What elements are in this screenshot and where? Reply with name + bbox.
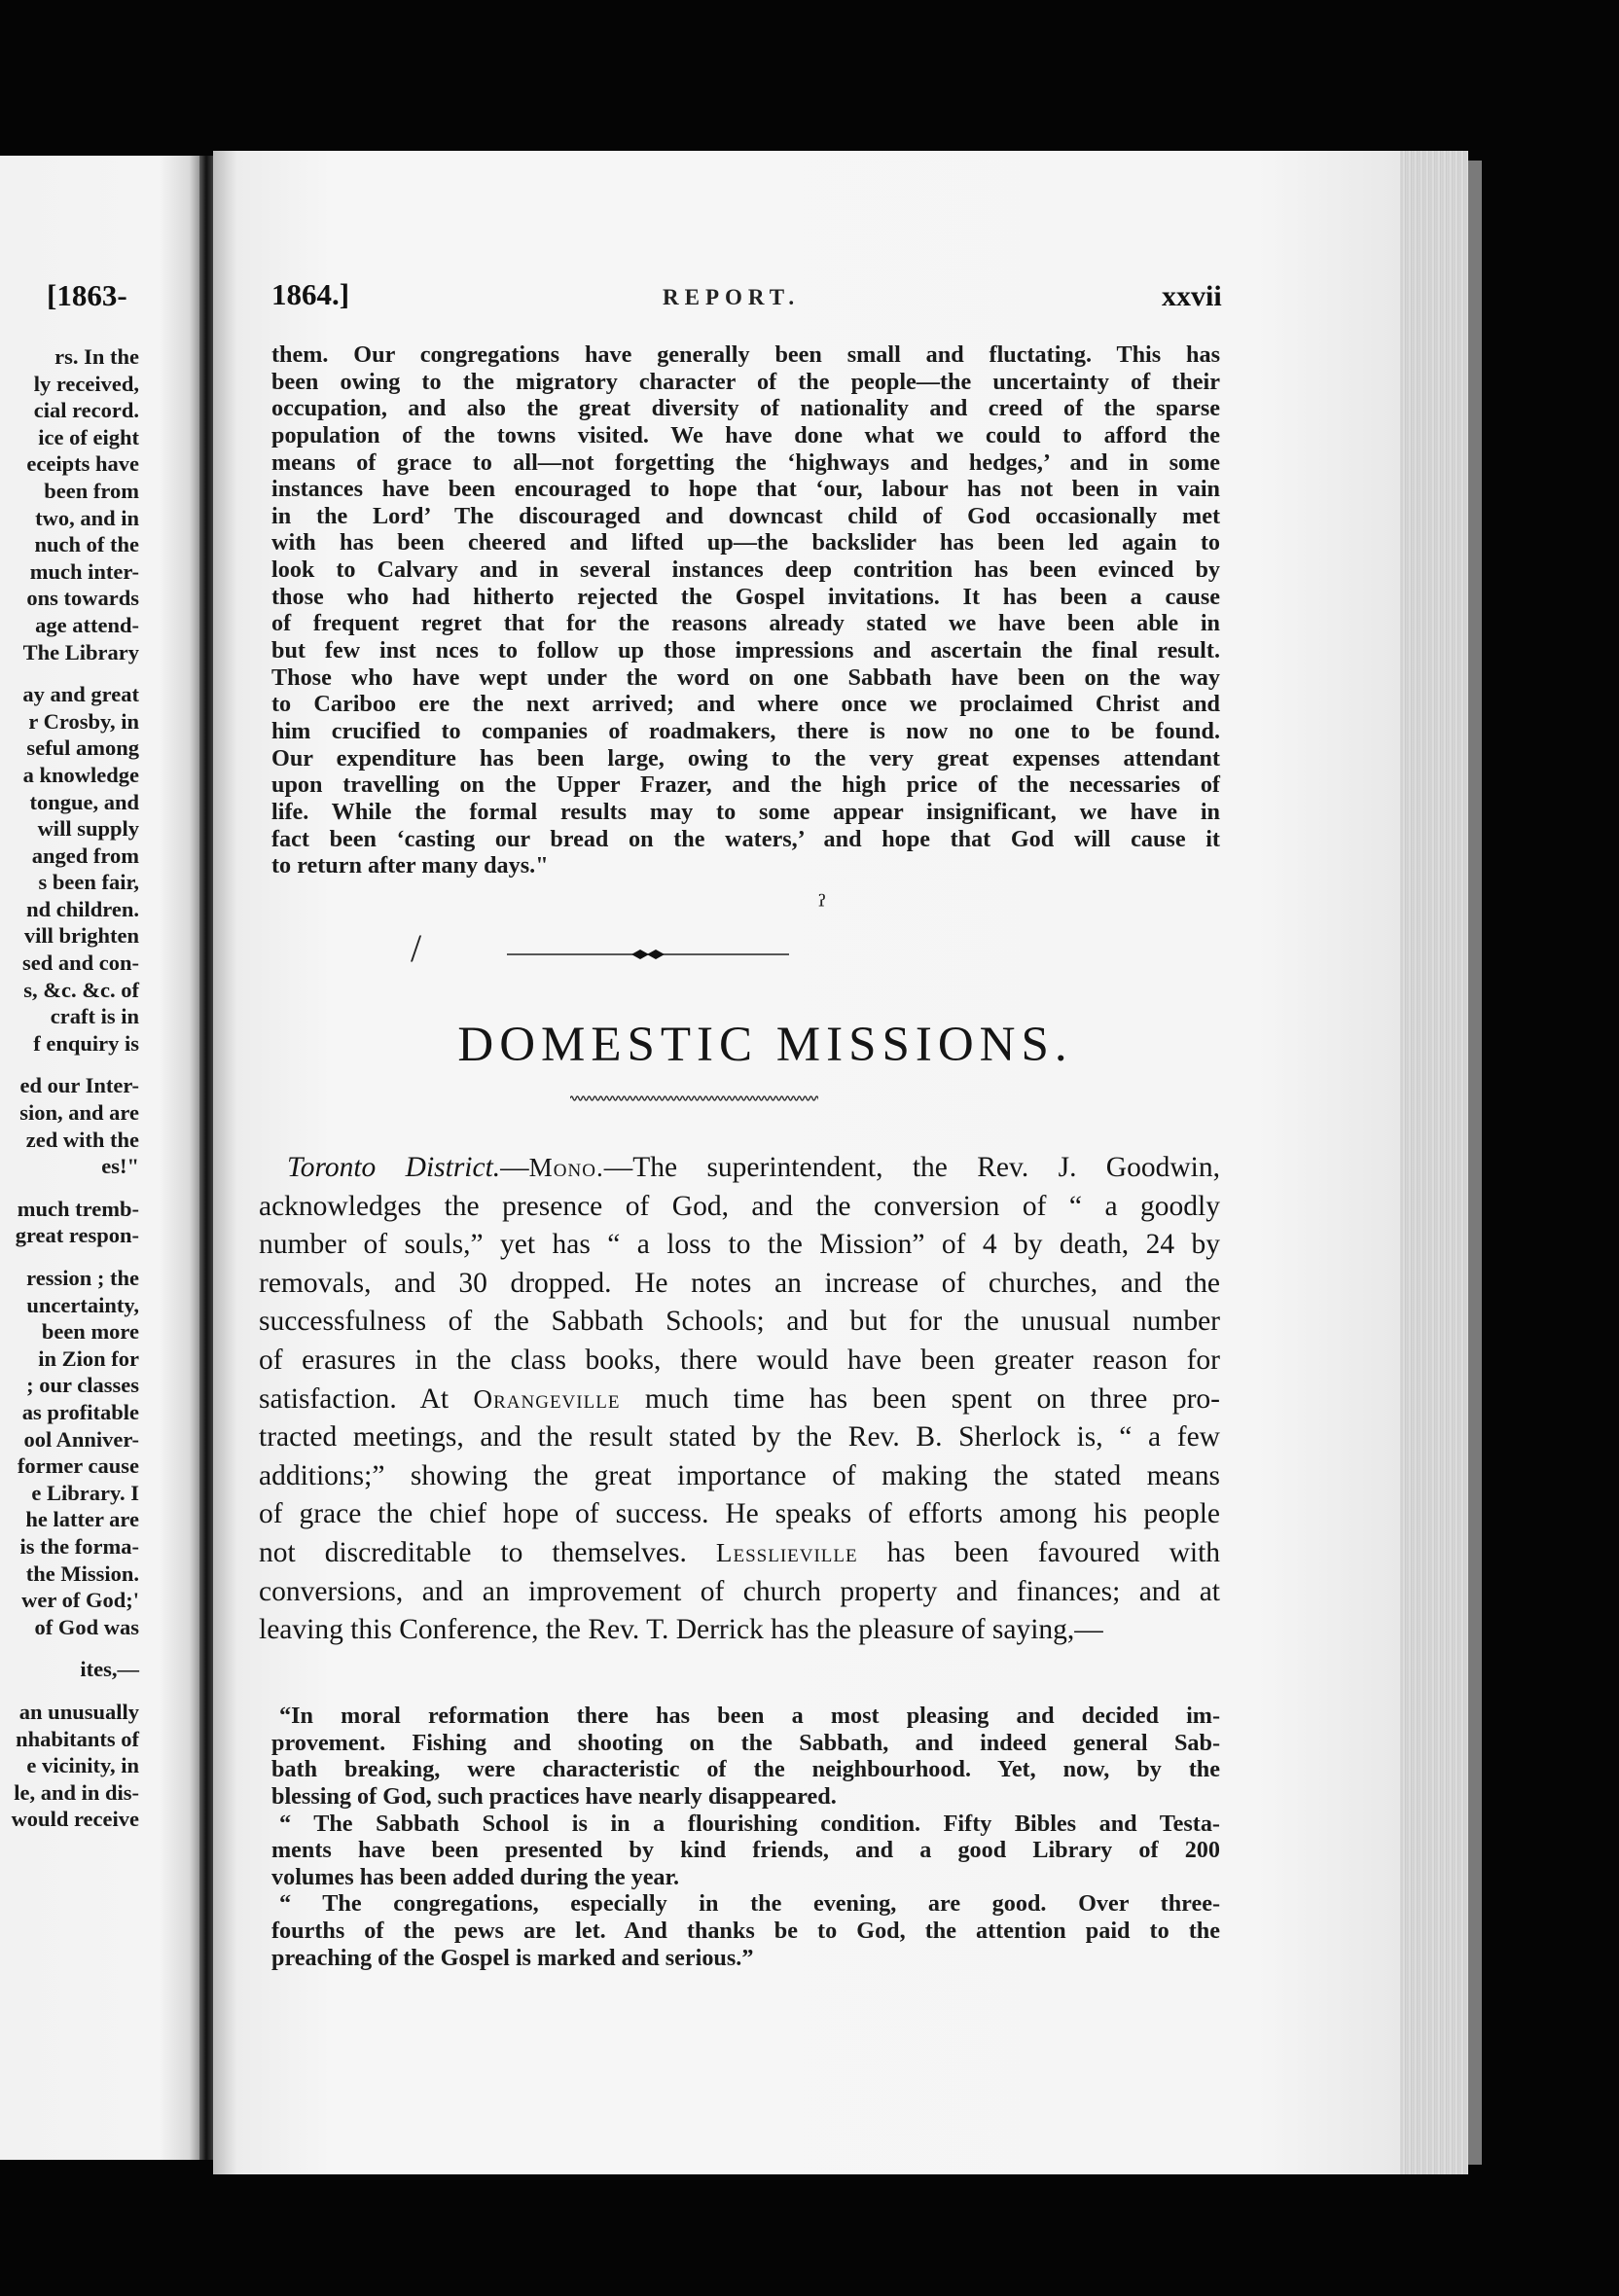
previous-page-line: ed our Inter- <box>19 1073 139 1098</box>
previous-page-line: former cause <box>17 1453 139 1479</box>
previous-page-line: ay and great <box>22 682 139 707</box>
previous-page-line: ites,— <box>80 1657 139 1682</box>
quotation-line: occupation, and also the great diversity of nationality and creed of the sparse <box>271 395 1220 422</box>
body-line: tracted meetings, and the result stated by the Rev. B. Sherlock is, “ a few <box>259 1421 1220 1453</box>
previous-page-line: would receive <box>11 1807 139 1832</box>
previous-page-line: ool Anniver- <box>23 1426 139 1452</box>
previous-page-line: sed and con- <box>21 951 139 976</box>
previous-page-line: ons towards <box>26 586 139 611</box>
running-head-title: REPORT. <box>663 285 801 309</box>
block-quotation <box>271 1703 1220 1971</box>
block-quote-line: provement. Fishing and shooting on the Sabbath, and indeed general Sab- <box>271 1729 1220 1756</box>
line-text: not discreditable to themselves. <box>259 1536 687 1568</box>
previous-page-line: nd children. <box>26 896 139 921</box>
block-quote-line: “ The congregations, especially in the evening, are good. Over three- <box>279 1890 1220 1918</box>
quotation-line: means of grace to all—not forgetting the ‘highways and hedges,’ and in some <box>271 448 1220 476</box>
previous-page-line <box>0 1249 139 1265</box>
report-body <box>259 1149 1220 1650</box>
quotation-line: them. Our congregations have generally been small and fluctating. This has <box>271 341 1220 368</box>
quotation-line: in the Lord’ The discouraged and downcast child of God occasionally met <box>271 502 1220 529</box>
block-quote-line: “In moral reformation there has been a most pleasing and decided im- <box>279 1703 1220 1729</box>
block-quote-line: blessing of God, such practices have nearly disappeared. <box>271 1782 837 1810</box>
previous-page-line: rs. In the <box>54 344 139 369</box>
body-line: successfulness of the Sabbath Schools; and but for the unusual number <box>259 1306 1220 1338</box>
quotation-line: to Cariboo ere the next arrived; and where once we proclaimed Christ and <box>271 691 1220 718</box>
previous-page-line: two, and in <box>35 505 139 530</box>
previous-page-line: he latter are <box>25 1507 139 1532</box>
line-text: has been favoured with <box>886 1536 1221 1568</box>
previous-page-line: s, &c. &c. of <box>23 977 139 1002</box>
previous-page-line: ression ; the <box>26 1266 139 1290</box>
current-page <box>213 151 1400 2174</box>
quotation-line: Those who have wept under the word on one Sabbath have been on the way <box>271 664 1220 691</box>
quotation-line: look to Calvary and in several instances deep contrition has been evinced by <box>271 556 1220 584</box>
body-line: removals, and 30 dropped. He notes an increase of churches, and the <box>259 1267 1220 1299</box>
block-quote-line: ments have been presented by kind friends, and a good Library of 200 <box>271 1837 1220 1864</box>
previous-page-line: ly received, <box>33 371 139 396</box>
body-line <box>259 1381 1220 1419</box>
previous-page-line: age attend- <box>35 612 139 637</box>
previous-page-line: e vicinity, in <box>26 1753 139 1778</box>
previous-page <box>0 156 199 2160</box>
book-cover-edge <box>1468 161 1482 2165</box>
quotation-line: upon travelling on the Upper Frazer, and the high price of the necessaries of <box>271 771 1220 799</box>
previous-page-header: [1863- <box>47 278 127 312</box>
previous-page-line: vill brighten <box>23 923 139 949</box>
previous-page-line: eceipts have <box>26 451 139 477</box>
previous-page-line: le, and in dis- <box>14 1779 139 1805</box>
previous-page-line: the Mission. <box>25 1561 139 1586</box>
quotation-line: to return after many days." <box>271 852 549 879</box>
previous-page-line: is the forma- <box>19 1533 139 1559</box>
place-name: Lesslieville <box>715 1537 858 1567</box>
body-line: acknowledges the presence of God, and the conversion of “ a goodly <box>259 1190 1220 1222</box>
previous-page-line: f enquiry is <box>33 1030 139 1056</box>
previous-page-line: great respon- <box>15 1223 139 1248</box>
place-name: Orangeville <box>473 1383 621 1414</box>
previous-page-line: been from <box>44 478 139 503</box>
previous-page-line: tongue, and <box>29 789 139 814</box>
previous-page-line: es!" <box>101 1154 139 1179</box>
previous-page-line: of God was <box>34 1614 139 1639</box>
line-text: —The superintendent, the Rev. J. Goodwin, <box>603 1152 1220 1183</box>
book-gutter <box>199 156 213 2160</box>
quotation-line: of frequent regret that for the reasons already stated we have been able in <box>271 610 1220 637</box>
previous-page-line: anged from <box>31 843 139 868</box>
previous-page-line: seful among <box>26 735 139 761</box>
quotation-line: population of the towns visited. We have done what we could to afford the <box>271 421 1220 448</box>
previous-page-line: sion, and are <box>19 1100 139 1126</box>
line-text: much time has been spent on three pro- <box>644 1382 1220 1415</box>
previous-page-line: as profitable <box>21 1399 139 1424</box>
previous-page-line: ice of eight <box>38 424 139 449</box>
quotation-line: life. While the formal results may to some appear insignificant, we have in <box>271 798 1220 825</box>
previous-page-line: r Crosby, in <box>28 708 139 734</box>
body-line: leaving this Conference, the Rev. T. Derrick has the pleasure of saying,— <box>259 1614 1103 1646</box>
previous-page-line <box>0 665 139 681</box>
block-quote-line: fourths of the pews are let. And thanks be to God, the attention paid to the <box>271 1918 1220 1945</box>
quotation-line: fact been ‘casting our bread on the waters,’ and hope that God will cause it <box>271 825 1220 852</box>
section-title: DOMESTIC MISSIONS. <box>457 1018 1073 1072</box>
body-line <box>259 1534 1220 1573</box>
previous-page-line: zed with the <box>25 1127 139 1152</box>
previous-page-line: in Zion for <box>38 1345 139 1371</box>
previous-page-line: s been fair, <box>38 870 139 895</box>
block-quote-line: “ The Sabbath School is in a flourishing condition. Fifty Bibles and Testa- <box>279 1810 1220 1837</box>
running-head-year: 1864.] <box>271 277 350 311</box>
previous-page-line: nhabitants of <box>16 1726 139 1751</box>
previous-page-line: craft is in <box>50 1004 139 1029</box>
previous-page-line: much tremb- <box>17 1196 139 1221</box>
body-line: additions;” showing the great importance of making the stated means <box>259 1459 1220 1491</box>
block-quote-line: preaching of the Gospel is marked and serious.” <box>271 1944 754 1971</box>
previous-page-line <box>0 1057 139 1072</box>
page-number: xxvii <box>1162 280 1222 312</box>
quotation-line: instances have been encouraged to hope that ‘our, labour has not been in vain <box>271 476 1220 503</box>
quotation-line: Our expenditure has been large, owing to the very great expenses attendant <box>271 744 1220 771</box>
pencil-mark: / <box>411 926 422 970</box>
quotation-line: with has been cheered and lifted up—the backslider has been led again to <box>271 529 1220 556</box>
line-text: satisfaction. At <box>259 1382 450 1415</box>
previous-page-line: much inter- <box>29 558 139 584</box>
previous-page-line: nuch of the <box>34 532 139 557</box>
previous-page-line <box>0 1180 139 1196</box>
previous-page-line: wer of God;' <box>21 1588 139 1613</box>
pencil-mark: ˀ <box>818 890 827 924</box>
district-name: Toronto District. <box>287 1152 501 1183</box>
quotation-line: him crucified to companies of roadmakers, there is now no one to be found. <box>271 717 1220 744</box>
block-quote-line: bath breaking, were characteristic of the neighbourhood. Yet, now, by the <box>271 1756 1220 1783</box>
wavy-rule <box>570 1093 818 1104</box>
previous-page-line <box>0 1683 139 1699</box>
page-edges <box>1400 151 1468 2174</box>
previous-page-line: a knowledge <box>22 762 139 787</box>
previous-page-line: uncertainty, <box>26 1292 139 1317</box>
previous-page-line <box>0 1640 139 1656</box>
previous-page-line: an unusually <box>18 1699 139 1724</box>
body-line: number of souls,” yet has “ a loss to the Mission” of 4 by death, 24 by <box>259 1229 1220 1261</box>
previous-page-text <box>0 343 139 1833</box>
previous-page-line: ; our classes <box>26 1373 139 1398</box>
section-divider-ornament <box>507 947 789 962</box>
previous-page-line: will supply <box>37 816 139 842</box>
previous-page-line: The Library <box>22 639 139 664</box>
body-line: of erasures in the class books, there would have been greater reason for <box>259 1344 1220 1376</box>
quotation-line: but few inst nces to follow up those impressions and ascertain the final result. <box>271 637 1220 664</box>
block-quote-line: volumes has been added during the year. <box>271 1863 680 1890</box>
previous-page-line: cial record. <box>33 398 139 423</box>
quotation-line: been owing to the migratory character of the people—the uncertainty of their <box>271 368 1220 395</box>
previous-page-line: been more <box>41 1319 139 1345</box>
continued-quotation <box>271 341 1220 879</box>
quotation-line: those who had hitherto rejected the Gospel invitations. It has been a cause <box>271 583 1220 610</box>
place-name: Mono. <box>528 1153 604 1182</box>
dash: — <box>500 1152 529 1183</box>
body-line: of grace the chief hope of success. He speaks of efforts among his people <box>259 1498 1220 1530</box>
body-line: conversions, and an improvement of church property and finances; and at <box>259 1575 1220 1607</box>
body-line <box>259 1149 1220 1188</box>
previous-page-line: e Library. I <box>31 1480 139 1505</box>
